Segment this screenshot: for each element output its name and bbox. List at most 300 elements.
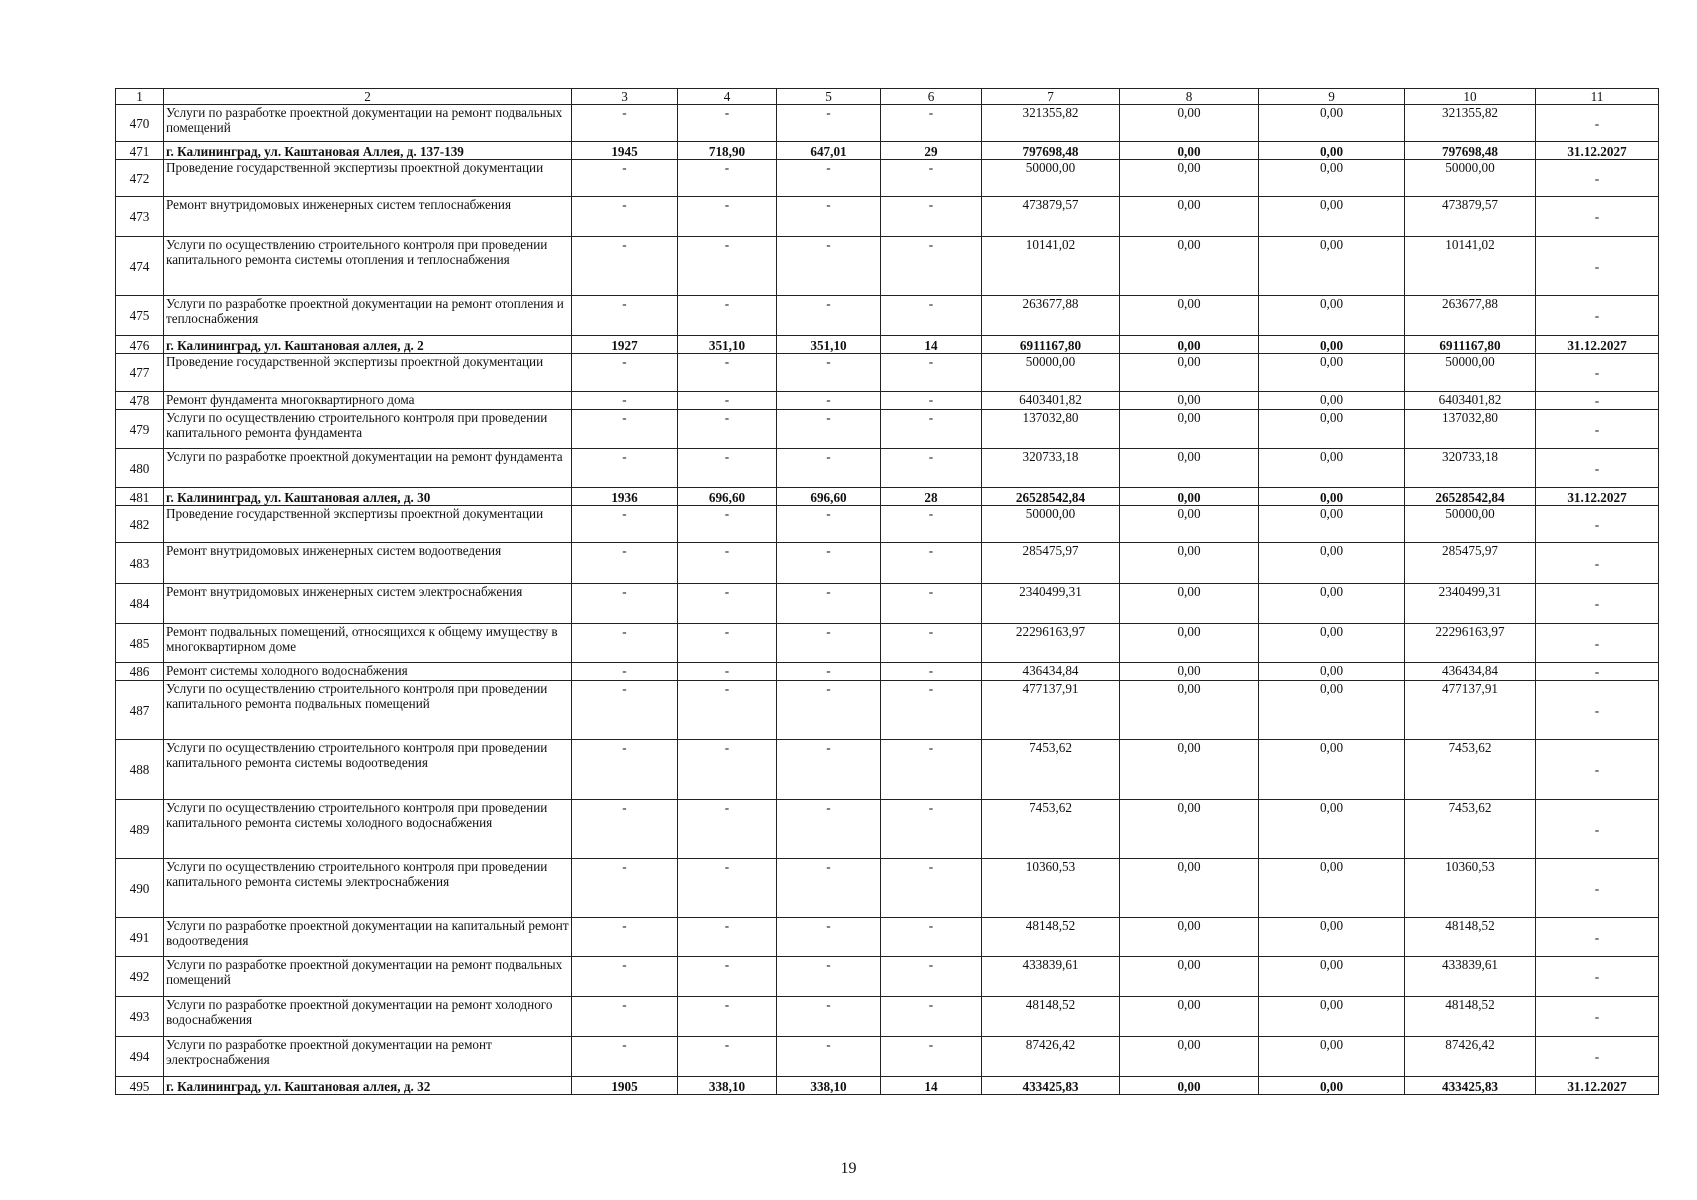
- col-cost-regional: 0,00: [1259, 543, 1405, 584]
- col-area-total: -: [678, 663, 777, 681]
- col-area-total: -: [678, 105, 777, 142]
- work-name: г. Калининград, ул. Каштановая аллея, д. 2: [164, 336, 572, 354]
- col-header: 5: [777, 89, 881, 105]
- col-cost-regional: 0,00: [1259, 624, 1405, 663]
- col-deadline: -: [1536, 584, 1659, 624]
- row-number: 486: [116, 663, 164, 681]
- row-number: 493: [116, 997, 164, 1037]
- col-deadline: -: [1536, 1037, 1659, 1077]
- col-cost-federal: 0,00: [1120, 800, 1259, 859]
- row-number: 480: [116, 449, 164, 488]
- col-deadline: -: [1536, 663, 1659, 681]
- col-deadline: -: [1536, 506, 1659, 543]
- col-year: -: [572, 800, 678, 859]
- col-deadline: 31.12.2027: [1536, 488, 1659, 506]
- document-sheet: [115, 88, 1658, 1095]
- col-cost-total: 10360,53: [982, 859, 1120, 918]
- col-area-total: -: [678, 800, 777, 859]
- col-cost-federal: 0,00: [1120, 997, 1259, 1037]
- col-cost-regional: 0,00: [1259, 918, 1405, 957]
- row-number: 492: [116, 957, 164, 997]
- col-area-living: -: [777, 160, 881, 197]
- col-cost-regional: 0,00: [1259, 160, 1405, 197]
- col-residents: -: [881, 160, 982, 197]
- col-area-total: -: [678, 957, 777, 997]
- col-cost-regional: 0,00: [1259, 1037, 1405, 1077]
- col-cost-regional: 0,00: [1259, 105, 1405, 142]
- col-cost-total: 26528542,84: [982, 488, 1120, 506]
- work-name: Ремонт внутридомовых инженерных систем электроснабжения: [164, 584, 572, 624]
- col-cost-total: 6403401,82: [982, 392, 1120, 410]
- table-body: [116, 105, 1659, 1095]
- col-deadline: -: [1536, 237, 1659, 296]
- table-row: [116, 800, 1659, 859]
- col-residents: -: [881, 957, 982, 997]
- col-area-total: -: [678, 160, 777, 197]
- col-cost-owners: 285475,97: [1405, 543, 1536, 584]
- col-deadline: -: [1536, 681, 1659, 740]
- table-row: [116, 740, 1659, 800]
- col-cost-federal: 0,00: [1120, 1037, 1259, 1077]
- col-residents: -: [881, 392, 982, 410]
- col-year: -: [572, 506, 678, 543]
- col-cost-regional: 0,00: [1259, 142, 1405, 160]
- col-cost-total: 473879,57: [982, 197, 1120, 237]
- col-cost-total: 50000,00: [982, 354, 1120, 392]
- row-number: 489: [116, 800, 164, 859]
- row-number: 494: [116, 1037, 164, 1077]
- work-name: Услуги по разработке проектной документации на капитальный ремонт водоотведения: [164, 918, 572, 957]
- col-cost-federal: 0,00: [1120, 296, 1259, 336]
- col-residents: -: [881, 859, 982, 918]
- col-area-living: -: [777, 918, 881, 957]
- col-year: -: [572, 197, 678, 237]
- col-year: -: [572, 410, 678, 449]
- col-residents: -: [881, 296, 982, 336]
- col-deadline: -: [1536, 740, 1659, 800]
- col-deadline: -: [1536, 392, 1659, 410]
- row-number: 475: [116, 296, 164, 336]
- col-cost-owners: 797698,48: [1405, 142, 1536, 160]
- col-residents: -: [881, 624, 982, 663]
- col-area-living: -: [777, 449, 881, 488]
- col-area-total: 351,10: [678, 336, 777, 354]
- col-cost-federal: 0,00: [1120, 354, 1259, 392]
- col-cost-total: 50000,00: [982, 160, 1120, 197]
- row-number: 473: [116, 197, 164, 237]
- col-cost-regional: 0,00: [1259, 488, 1405, 506]
- row-number: 485: [116, 624, 164, 663]
- col-cost-regional: 0,00: [1259, 740, 1405, 800]
- col-area-total: -: [678, 740, 777, 800]
- col-deadline: -: [1536, 997, 1659, 1037]
- col-area-total: -: [678, 410, 777, 449]
- col-cost-regional: 0,00: [1259, 296, 1405, 336]
- col-cost-federal: 0,00: [1120, 681, 1259, 740]
- table-row: [116, 506, 1659, 543]
- col-cost-federal: 0,00: [1120, 1077, 1259, 1095]
- col-cost-regional: 0,00: [1259, 449, 1405, 488]
- col-area-total: 696,60: [678, 488, 777, 506]
- col-deadline: -: [1536, 800, 1659, 859]
- col-cost-regional: 0,00: [1259, 410, 1405, 449]
- col-cost-owners: 10141,02: [1405, 237, 1536, 296]
- col-cost-total: 433839,61: [982, 957, 1120, 997]
- work-name: Проведение государственной экспертизы проектной документации: [164, 160, 572, 197]
- col-area-living: 696,60: [777, 488, 881, 506]
- column-number-row: [116, 89, 1659, 105]
- col-residents: -: [881, 997, 982, 1037]
- col-cost-owners: 48148,52: [1405, 997, 1536, 1037]
- col-area-living: -: [777, 410, 881, 449]
- col-residents: -: [881, 543, 982, 584]
- row-number: 481: [116, 488, 164, 506]
- col-cost-regional: 0,00: [1259, 354, 1405, 392]
- col-cost-federal: 0,00: [1120, 237, 1259, 296]
- col-year: 1945: [572, 142, 678, 160]
- col-cost-owners: 50000,00: [1405, 160, 1536, 197]
- col-area-total: -: [678, 543, 777, 584]
- col-cost-regional: 0,00: [1259, 506, 1405, 543]
- work-name: г. Калининград, ул. Каштановая аллея, д. 32: [164, 1077, 572, 1095]
- table-row: [116, 336, 1659, 354]
- row-number: 472: [116, 160, 164, 197]
- col-deadline: -: [1536, 957, 1659, 997]
- col-deadline: 31.12.2027: [1536, 142, 1659, 160]
- col-cost-owners: 50000,00: [1405, 506, 1536, 543]
- col-area-living: -: [777, 1037, 881, 1077]
- col-deadline: -: [1536, 624, 1659, 663]
- table-row: [116, 354, 1659, 392]
- col-residents: -: [881, 449, 982, 488]
- col-cost-federal: 0,00: [1120, 859, 1259, 918]
- col-residents: -: [881, 197, 982, 237]
- col-cost-owners: 26528542,84: [1405, 488, 1536, 506]
- col-cost-regional: 0,00: [1259, 336, 1405, 354]
- col-cost-owners: 6403401,82: [1405, 392, 1536, 410]
- col-residents: -: [881, 105, 982, 142]
- work-name: Проведение государственной экспертизы проектной документации: [164, 354, 572, 392]
- col-residents: -: [881, 740, 982, 800]
- col-area-total: -: [678, 354, 777, 392]
- col-residents: 14: [881, 336, 982, 354]
- col-cost-total: 87426,42: [982, 1037, 1120, 1077]
- capital-repair-table: [115, 88, 1659, 1095]
- table-row: [116, 1037, 1659, 1077]
- work-name: Услуги по осуществлению строительного контроля при проведении капитального ремонта системы электроснабжения: [164, 859, 572, 918]
- col-year: -: [572, 354, 678, 392]
- col-area-living: -: [777, 296, 881, 336]
- col-area-living: -: [777, 740, 881, 800]
- table-row: [116, 543, 1659, 584]
- col-residents: 29: [881, 142, 982, 160]
- work-name: Услуги по разработке проектной документации на ремонт фундамента: [164, 449, 572, 488]
- col-header: 7: [982, 89, 1120, 105]
- col-year: -: [572, 296, 678, 336]
- table-row: [116, 624, 1659, 663]
- col-area-living: -: [777, 957, 881, 997]
- col-cost-regional: 0,00: [1259, 681, 1405, 740]
- col-area-total: -: [678, 197, 777, 237]
- col-residents: -: [881, 410, 982, 449]
- col-cost-owners: 320733,18: [1405, 449, 1536, 488]
- work-name: Услуги по разработке проектной документации на ремонт подвальных помещений: [164, 105, 572, 142]
- col-header: 6: [881, 89, 982, 105]
- col-header: 10: [1405, 89, 1536, 105]
- col-year: -: [572, 237, 678, 296]
- work-name: Услуги по разработке проектной документации на ремонт электроснабжения: [164, 1037, 572, 1077]
- col-cost-total: 48148,52: [982, 918, 1120, 957]
- col-year: -: [572, 740, 678, 800]
- col-deadline: -: [1536, 543, 1659, 584]
- col-cost-owners: 321355,82: [1405, 105, 1536, 142]
- col-area-total: -: [678, 584, 777, 624]
- row-number: 471: [116, 142, 164, 160]
- col-area-living: -: [777, 859, 881, 918]
- table-row: [116, 488, 1659, 506]
- row-number: 491: [116, 918, 164, 957]
- table-row: [116, 410, 1659, 449]
- col-cost-regional: 0,00: [1259, 997, 1405, 1037]
- table-row: [116, 105, 1659, 142]
- col-cost-federal: 0,00: [1120, 506, 1259, 543]
- col-cost-regional: 0,00: [1259, 237, 1405, 296]
- work-name: Услуги по осуществлению строительного контроля при проведении капитального ремонта системы водоотведения: [164, 740, 572, 800]
- table-row: [116, 160, 1659, 197]
- col-year: -: [572, 859, 678, 918]
- table-row: [116, 957, 1659, 997]
- work-name: Ремонт внутридомовых инженерных систем водоотведения: [164, 543, 572, 584]
- col-cost-owners: 477137,91: [1405, 681, 1536, 740]
- work-name: Ремонт фундамента многоквартирного дома: [164, 392, 572, 410]
- work-name: Ремонт внутридомовых инженерных систем теплоснабжения: [164, 197, 572, 237]
- row-number: 488: [116, 740, 164, 800]
- col-residents: -: [881, 354, 982, 392]
- work-name: г. Калининград, ул. Каштановая Аллея, д. 137-139: [164, 142, 572, 160]
- col-deadline: -: [1536, 105, 1659, 142]
- work-name: Услуги по разработке проектной документации на ремонт холодного водоснабжения: [164, 997, 572, 1037]
- col-header: 2: [164, 89, 572, 105]
- col-cost-federal: 0,00: [1120, 449, 1259, 488]
- col-cost-owners: 10360,53: [1405, 859, 1536, 918]
- col-cost-owners: 6911167,80: [1405, 336, 1536, 354]
- col-cost-owners: 7453,62: [1405, 800, 1536, 859]
- col-cost-owners: 137032,80: [1405, 410, 1536, 449]
- work-name: Услуги по осуществлению строительного контроля при проведении капитального ремонта системы отопления и теплоснабжения: [164, 237, 572, 296]
- col-cost-owners: 433839,61: [1405, 957, 1536, 997]
- col-cost-regional: 0,00: [1259, 197, 1405, 237]
- col-cost-total: 320733,18: [982, 449, 1120, 488]
- col-cost-total: 436434,84: [982, 663, 1120, 681]
- col-area-living: -: [777, 800, 881, 859]
- work-name: г. Калининград, ул. Каштановая аллея, д. 30: [164, 488, 572, 506]
- col-year: -: [572, 105, 678, 142]
- col-cost-total: 797698,48: [982, 142, 1120, 160]
- col-area-living: -: [777, 624, 881, 663]
- col-area-total: -: [678, 681, 777, 740]
- col-cost-total: 285475,97: [982, 543, 1120, 584]
- col-cost-owners: 2340499,31: [1405, 584, 1536, 624]
- col-cost-federal: 0,00: [1120, 957, 1259, 997]
- col-area-living: 647,01: [777, 142, 881, 160]
- col-year: -: [572, 918, 678, 957]
- row-number: 490: [116, 859, 164, 918]
- col-residents: -: [881, 681, 982, 740]
- col-year: -: [572, 681, 678, 740]
- table-row: [116, 918, 1659, 957]
- col-header: 9: [1259, 89, 1405, 105]
- col-residents: -: [881, 584, 982, 624]
- row-number: 476: [116, 336, 164, 354]
- table-row: [116, 197, 1659, 237]
- col-area-living: 338,10: [777, 1077, 881, 1095]
- col-cost-total: 7453,62: [982, 740, 1120, 800]
- col-area-total: 338,10: [678, 1077, 777, 1095]
- work-name: Услуги по осуществлению строительного контроля при проведении капитального ремонта фундамента: [164, 410, 572, 449]
- col-area-living: -: [777, 997, 881, 1037]
- col-cost-total: 6911167,80: [982, 336, 1120, 354]
- col-year: 1936: [572, 488, 678, 506]
- col-residents: 14: [881, 1077, 982, 1095]
- col-area-total: 718,90: [678, 142, 777, 160]
- row-number: 470: [116, 105, 164, 142]
- col-cost-regional: 0,00: [1259, 392, 1405, 410]
- col-year: -: [572, 543, 678, 584]
- col-area-living: -: [777, 354, 881, 392]
- col-area-living: -: [777, 543, 881, 584]
- col-cost-federal: 0,00: [1120, 624, 1259, 663]
- col-cost-owners: 473879,57: [1405, 197, 1536, 237]
- col-residents: 28: [881, 488, 982, 506]
- col-cost-regional: 0,00: [1259, 1077, 1405, 1095]
- col-cost-owners: 433425,83: [1405, 1077, 1536, 1095]
- col-cost-regional: 0,00: [1259, 663, 1405, 681]
- col-header: 11: [1536, 89, 1659, 105]
- col-area-living: 351,10: [777, 336, 881, 354]
- col-residents: -: [881, 918, 982, 957]
- col-cost-owners: 7453,62: [1405, 740, 1536, 800]
- col-area-living: -: [777, 237, 881, 296]
- col-header: 1: [116, 89, 164, 105]
- col-cost-total: 22296163,97: [982, 624, 1120, 663]
- col-cost-total: 50000,00: [982, 506, 1120, 543]
- col-header: 4: [678, 89, 777, 105]
- work-name: Услуги по осуществлению строительного контроля при проведении капитального ремонта системы холодного водоснабжения: [164, 800, 572, 859]
- col-deadline: -: [1536, 354, 1659, 392]
- col-deadline: -: [1536, 449, 1659, 488]
- col-cost-total: 10141,02: [982, 237, 1120, 296]
- col-cost-owners: 22296163,97: [1405, 624, 1536, 663]
- row-number: 479: [116, 410, 164, 449]
- table-row: [116, 997, 1659, 1037]
- work-name: Проведение государственной экспертизы проектной документации: [164, 506, 572, 543]
- row-number: 495: [116, 1077, 164, 1095]
- row-number: 482: [116, 506, 164, 543]
- col-area-living: -: [777, 681, 881, 740]
- col-area-total: -: [678, 392, 777, 410]
- col-cost-federal: 0,00: [1120, 740, 1259, 800]
- table-row: [116, 142, 1659, 160]
- col-header: 8: [1120, 89, 1259, 105]
- col-residents: -: [881, 663, 982, 681]
- col-year: 1905: [572, 1077, 678, 1095]
- col-cost-regional: 0,00: [1259, 957, 1405, 997]
- table-row: [116, 681, 1659, 740]
- table-row: [116, 392, 1659, 410]
- table-row: [116, 1077, 1659, 1095]
- col-year: -: [572, 160, 678, 197]
- col-area-living: -: [777, 392, 881, 410]
- col-cost-federal: 0,00: [1120, 392, 1259, 410]
- col-cost-owners: 87426,42: [1405, 1037, 1536, 1077]
- work-name: Услуги по разработке проектной документации на ремонт подвальных помещений: [164, 957, 572, 997]
- col-year: -: [572, 663, 678, 681]
- col-residents: -: [881, 800, 982, 859]
- col-year: -: [572, 584, 678, 624]
- table-row: [116, 584, 1659, 624]
- col-cost-federal: 0,00: [1120, 160, 1259, 197]
- col-area-total: -: [678, 918, 777, 957]
- col-cost-total: 2340499,31: [982, 584, 1120, 624]
- col-cost-total: 7453,62: [982, 800, 1120, 859]
- row-number: 477: [116, 354, 164, 392]
- col-cost-total: 137032,80: [982, 410, 1120, 449]
- col-cost-federal: 0,00: [1120, 918, 1259, 957]
- col-cost-total: 477137,91: [982, 681, 1120, 740]
- col-cost-federal: 0,00: [1120, 410, 1259, 449]
- col-area-total: -: [678, 237, 777, 296]
- table-row: [116, 859, 1659, 918]
- col-residents: -: [881, 237, 982, 296]
- row-number: 484: [116, 584, 164, 624]
- col-deadline: -: [1536, 197, 1659, 237]
- col-cost-total: 321355,82: [982, 105, 1120, 142]
- col-year: -: [572, 1037, 678, 1077]
- col-cost-owners: 50000,00: [1405, 354, 1536, 392]
- col-area-total: -: [678, 506, 777, 543]
- col-cost-owners: 263677,88: [1405, 296, 1536, 336]
- table-row: [116, 449, 1659, 488]
- table-row: [116, 296, 1659, 336]
- col-cost-federal: 0,00: [1120, 543, 1259, 584]
- col-year: -: [572, 449, 678, 488]
- page-number: 19: [840, 1160, 857, 1177]
- col-deadline: -: [1536, 296, 1659, 336]
- col-residents: -: [881, 1037, 982, 1077]
- col-area-living: -: [777, 506, 881, 543]
- table-row: [116, 663, 1659, 681]
- col-cost-total: 263677,88: [982, 296, 1120, 336]
- row-number: 478: [116, 392, 164, 410]
- work-name: Ремонт системы холодного водоснабжения: [164, 663, 572, 681]
- col-year: -: [572, 392, 678, 410]
- col-deadline: 31.12.2027: [1536, 1077, 1659, 1095]
- col-area-total: -: [678, 449, 777, 488]
- col-year: -: [572, 997, 678, 1037]
- col-area-living: -: [777, 584, 881, 624]
- col-cost-total: 48148,52: [982, 997, 1120, 1037]
- row-number: 483: [116, 543, 164, 584]
- col-year: 1927: [572, 336, 678, 354]
- col-area-living: -: [777, 105, 881, 142]
- col-cost-owners: 436434,84: [1405, 663, 1536, 681]
- col-residents: -: [881, 506, 982, 543]
- col-year: -: [572, 624, 678, 663]
- col-cost-federal: 0,00: [1120, 197, 1259, 237]
- col-cost-federal: 0,00: [1120, 105, 1259, 142]
- col-cost-federal: 0,00: [1120, 663, 1259, 681]
- work-name: Ремонт подвальных помещений, относящихся к общему имуществу в многоквартирном доме: [164, 624, 572, 663]
